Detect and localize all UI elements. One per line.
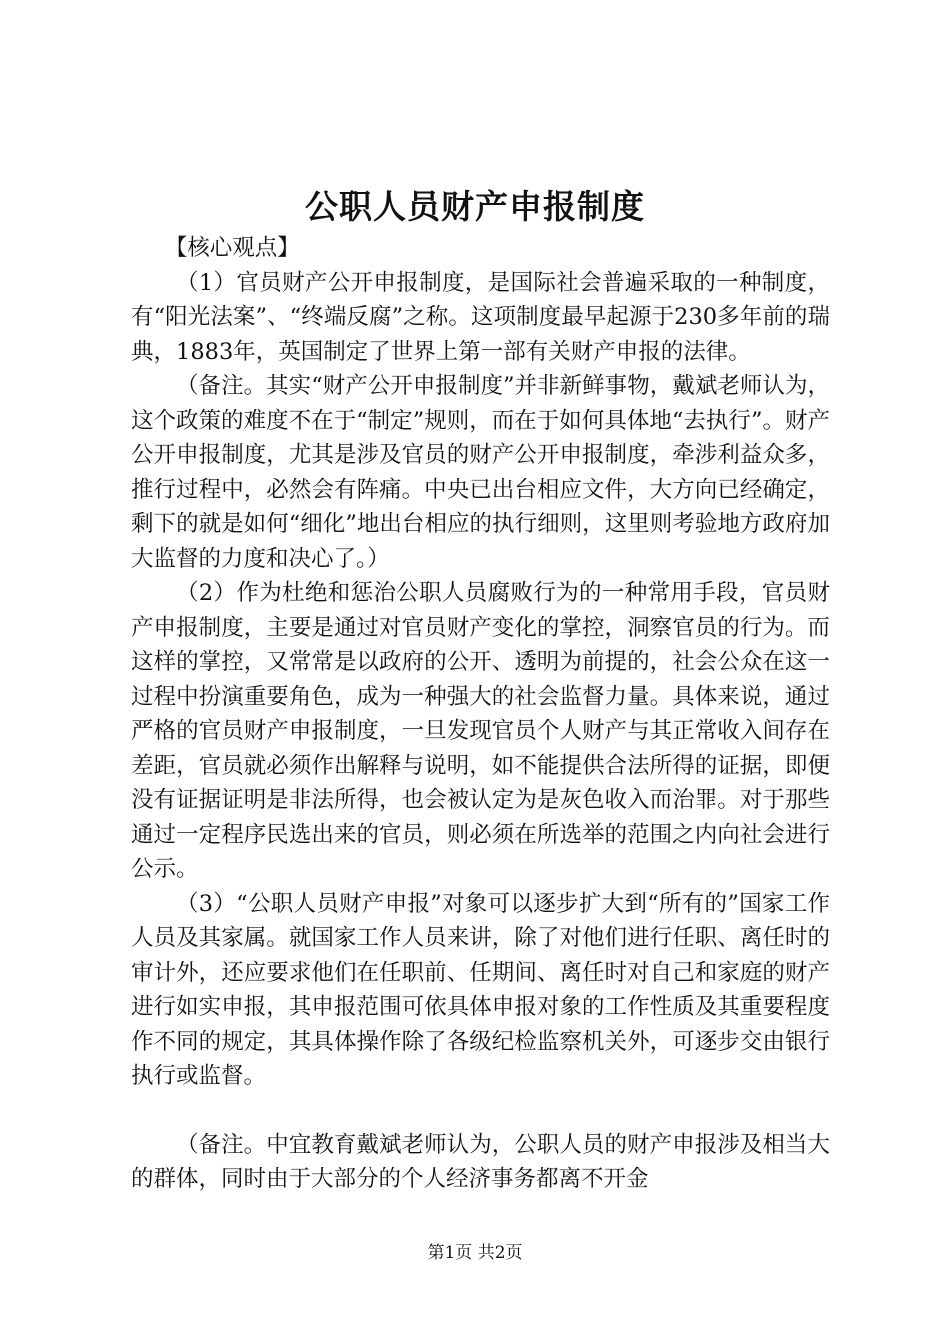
- paragraph-point-1: （1）官员财产公开申报制度，是国际社会普遍采取的一种制度，有“阳光法案”、“终端反腐”之称。这项制度最早起源于230多年前的瑞典，1883年，英国制定了世界上第一部有关财产申报的法律。: [131, 269, 830, 365]
- document-body: [131, 231, 830, 1197]
- paragraph-point-3: （3）“公职人员财产申报”对象可以逐步扩大到“所有的”国家工作人员及其家属。就国家工作人员来讲，除了对他们进行任职、离任时的审计外，还应要求他们在任职前、任期间、离任时对自己和家庭的财产进行如实申报，其申报范围可依具体申报对象的工作性质及其重要程度作不同的规定，其具体操作除了各级纪检监察机关外，可逐步交由银行执行或监督。: [131, 890, 830, 1089]
- document-title: 公职人员财产申报制度: [305, 187, 645, 226]
- paragraph-note-2: （备注。中宜教育戴斌老师认为，公职人员的财产申报涉及相当大的群体，同时由于大部分的个人经济事务都离不开金: [131, 1131, 830, 1192]
- core-viewpoint-heading: 【核心观点】: [164, 235, 300, 261]
- paragraph-note-1: （备注。其实“财产公开申报制度”并非新鲜事物，戴斌老师认为，这个政策的难度不在于“制定”规则，而在于如何具体地“去执行”。财产公开申报制度，尤其是涉及官员的财产公开申报制度，牵涉利益众多，推行过程中，必然会有阵痛。中央已出台相应文件，大方向已经确定，剩下的就是如何“细化”地出台相应的执行细则，这里则考验地方政府加大监督的力度和决心了。）: [131, 373, 830, 572]
- page-number-footer: 第1页 共2页: [427, 1243, 523, 1263]
- paragraph-point-2: （2）作为杜绝和惩治公职人员腐败行为的一种常用手段，官员财产申报制度，主要是通过对官员财产变化的掌控，洞察官员的行为。而这样的掌控，又常常是以政府的公开、透明为前提的，社会公众在这一过程中扮演重要角色，成为一种强大的社会监督力量。具体来说，通过严格的官员财产申报制度，一旦发现官员个人财产与其正常收入间存在差距，官员就必须作出解释与说明，如不能提供合法所得的证据，即便没有证据证明是非法所得，也会被认定为是灰色收入而治罪。对于那些通过一定程序民选出来的官员，则必须在所选举的范围之内向社会进行公示。: [131, 580, 830, 882]
